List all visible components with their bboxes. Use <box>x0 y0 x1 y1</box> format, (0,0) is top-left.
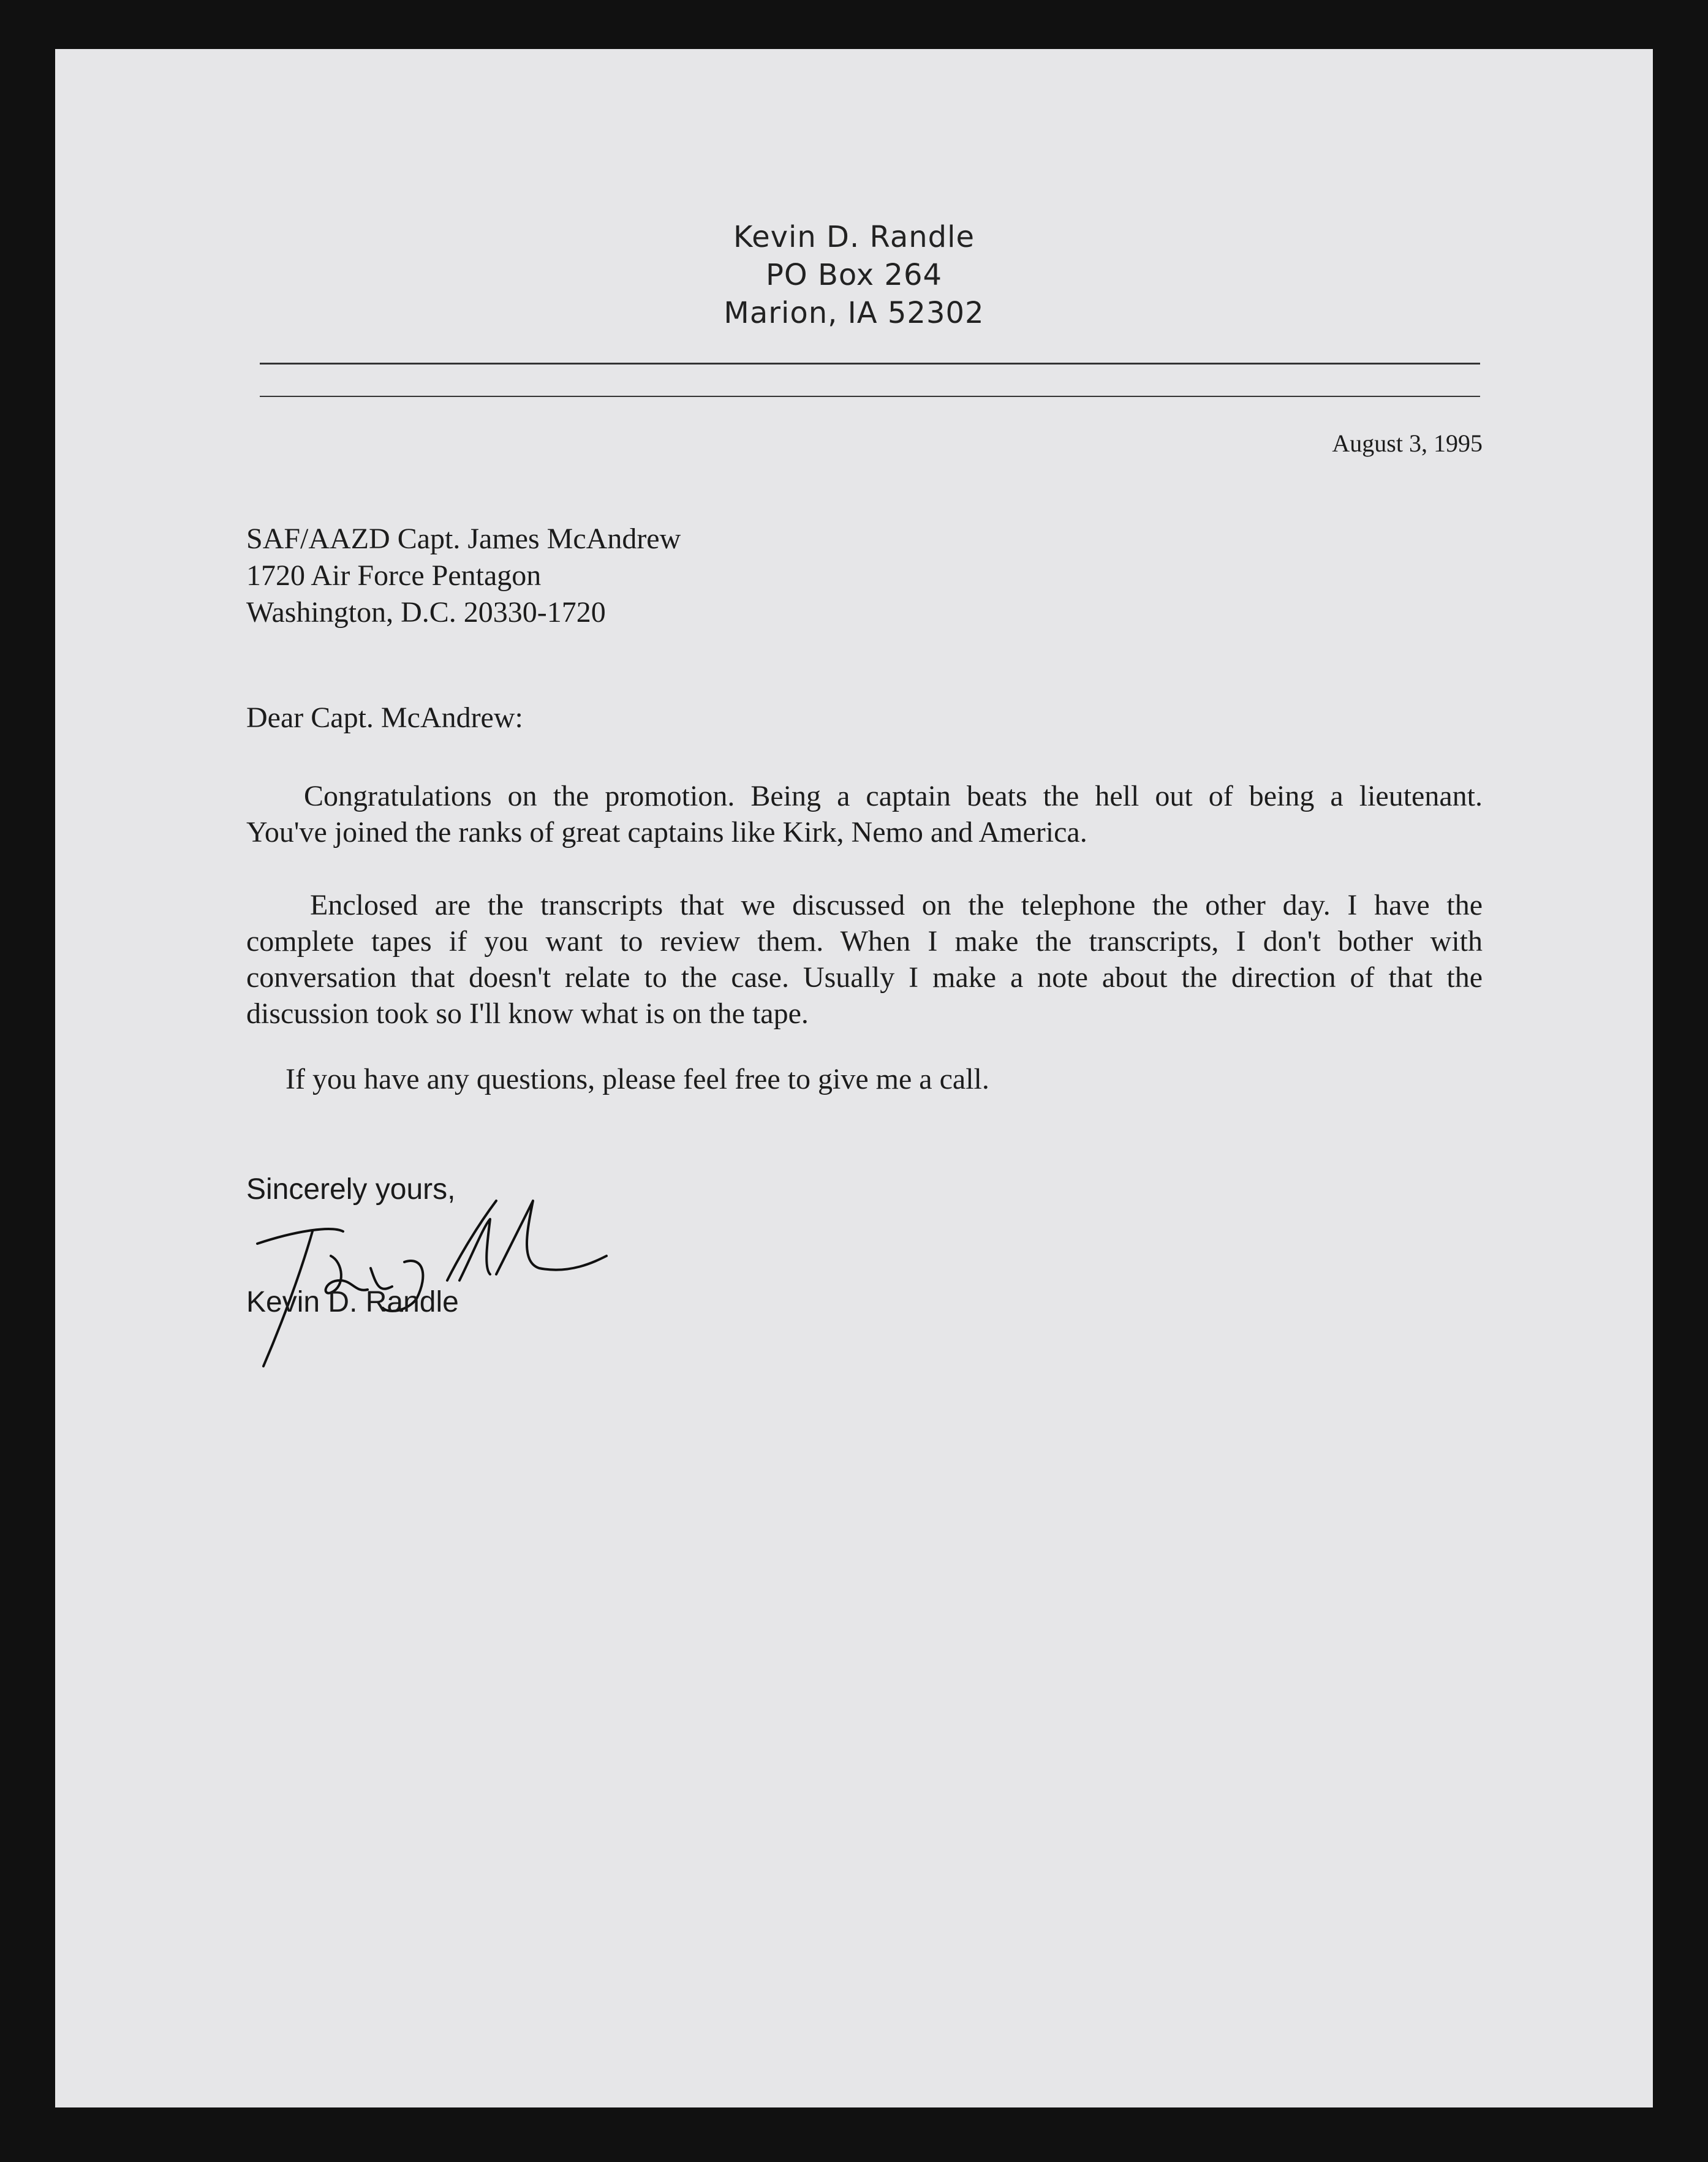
recipient-address <box>246 521 681 631</box>
recipient-line-2: 1720 Air Force Pentagon <box>246 559 542 592</box>
paragraph-line: complete tapes if you want to review them. When I make the transcripts, I don't bother with <box>246 925 1483 958</box>
letterhead-street: PO Box 264 <box>765 258 943 292</box>
closing: Sincerely yours, <box>246 1173 456 1206</box>
signer-name: Kevin D. Randle <box>246 1286 459 1318</box>
letterhead <box>55 218 1653 332</box>
letterhead-divider-top <box>260 363 1480 365</box>
paragraph-line: Congratulations on the promotion. Being a captain beats the hell out of being a lieutenant. <box>304 780 1483 812</box>
letterhead-divider-bottom <box>260 396 1480 397</box>
paragraph-questions <box>246 1061 1483 1097</box>
paragraph-line: conversation that doesn't relate to the case. Usually I make a note about the direction of that the <box>246 961 1483 994</box>
paragraph-line: If you have any questions, please feel free to give me a call. <box>285 1063 989 1095</box>
paragraph-line: Enclosed are the transcripts that we discussed on the telephone the other day. I have the <box>310 889 1483 921</box>
letterhead-city: Marion, IA 52302 <box>724 296 984 330</box>
salutation: Dear Capt. McAndrew: <box>246 701 523 734</box>
recipient-line-3: Washington, D.C. 20330-1720 <box>246 596 606 629</box>
paragraph-line: discussion took so I'll know what is on the tape. <box>246 997 809 1030</box>
recipient-line-1: SAF/AAZD Capt. James McAndrew <box>246 523 681 555</box>
paragraph-transcripts <box>246 887 1483 1032</box>
letter-date: August 3, 1995 <box>1332 429 1483 457</box>
letter-page <box>55 49 1653 2107</box>
paragraph-line: You've joined the ranks of great captains like Kirk, Nemo and America. <box>246 816 1087 849</box>
letterhead-name: Kevin D. Randle <box>733 220 975 254</box>
paragraph-congratulations <box>246 778 1483 850</box>
